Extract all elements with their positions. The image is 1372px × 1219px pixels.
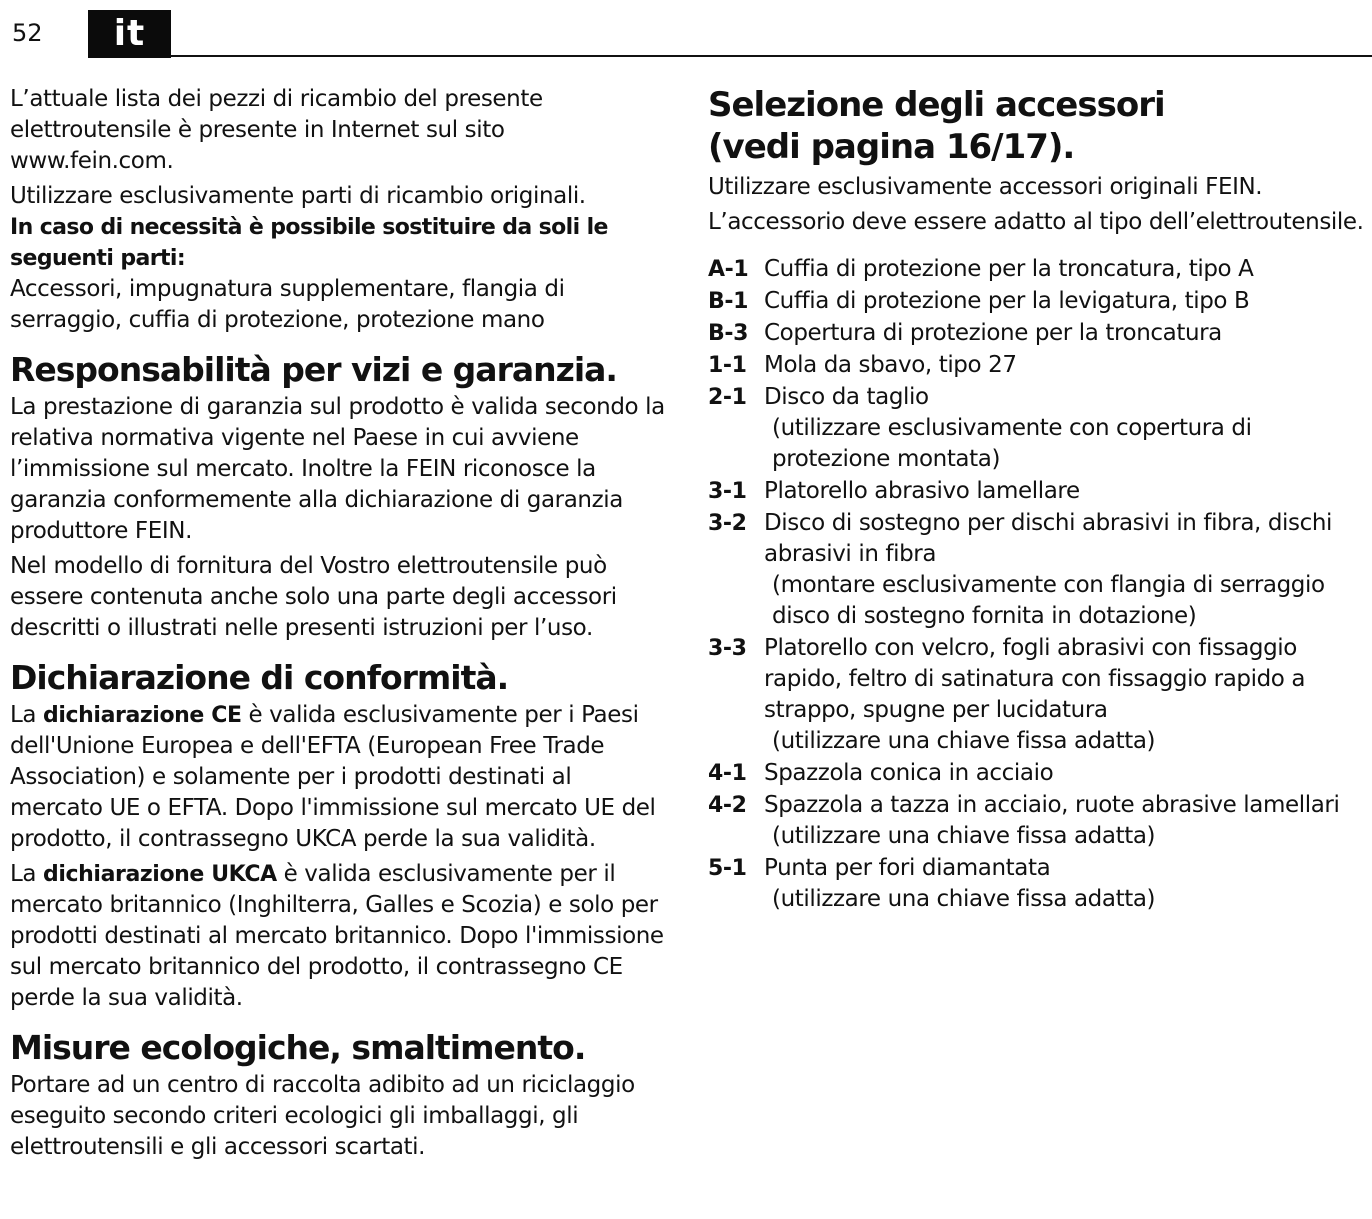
- disposal-paragraph: Portare ad un centro di raccolta adibito ad un riciclaggio eseguito secondo criteri ecologici gli imballaggi, gli elettroutensili e gli accessori scartati.: [10, 1072, 635, 1160]
- replaceable-parts-list: Accessori, impugnatura supplementare, flangia di serraggio, cuffia di protezione, protezione mano: [10, 276, 565, 333]
- list-item: [708, 350, 1368, 381]
- ukca-declaration-term: dichiarazione UKCA: [43, 862, 277, 887]
- accessories-heading-line-1: Selezione degli accessori: [708, 85, 1165, 125]
- accessory-description: Spazzola conica in acciaio: [764, 760, 1054, 786]
- list-item: [708, 318, 1368, 349]
- spare-parts-list-paragraph: L’attuale lista dei pezzi di ricambio del presente elettroutensile è presente in Internet sul sito www.fein.com.: [10, 86, 543, 174]
- accessory-description: Cuffia di protezione per la levigatura, tipo B: [764, 288, 1250, 314]
- warranty-paragraph-1: La prestazione di garanzia sul prodotto è valida secondo la relativa normativa vigente nel Paese in cui avviene l’immissione sul mercato. Inoltre la FEIN riconosce la garanzia conformemente alla dichiarazione di garanzia produttore FEIN.: [10, 394, 665, 544]
- accessory-code: 1-1: [708, 353, 747, 378]
- accessory-description: Mola da sbavo, tipo 27: [764, 352, 1017, 378]
- accessory-code: 3-1: [708, 479, 747, 504]
- accessories-heading: [708, 84, 1368, 168]
- ukca-declaration-text: è valida esclusivamente per il mercato britannico (Inghilterra, Galles e Scozia) e solo per prodotti destinati al mercato britannico. Dopo l'immissione sul mercato britannico del prodotto, il contrassegno CE perde la sua validità.: [10, 861, 664, 1011]
- accessory-code: 4-2: [708, 793, 747, 818]
- accessory-note: (montare esclusivamente con flangia di serraggio disco di sostegno fornita in dotazione): [772, 572, 1325, 629]
- accessory-code: B-3: [708, 321, 749, 346]
- conformity-section: [10, 658, 670, 1014]
- right-column: [708, 84, 1368, 916]
- list-item: [708, 254, 1368, 285]
- list-item: [708, 790, 1368, 852]
- list-item: [708, 286, 1368, 317]
- ukca-declaration-paragraph: [10, 859, 670, 1014]
- warranty-paragraph-2: Nel modello di fornitura del Vostro elettroutensile può essere contenuta anche solo una parte degli accessori descritti o illustrati nelle presenti istruzioni per l’uso.: [10, 553, 617, 641]
- accessory-note: (utilizzare una chiave fissa adatta): [772, 823, 1156, 849]
- list-item: [708, 633, 1368, 757]
- accessory-description: Copertura di protezione per la troncatura: [764, 320, 1222, 346]
- accessory-description: Disco di sostegno per dischi abrasivi in fibra, dischi abrasivi in fibra: [764, 510, 1333, 567]
- ce-declaration-text: è valida esclusivamente per i Paesi dell'Unione Europea e dell'EFTA (European Free Trade Association) e solamente per i prodotti destinati al mercato UE o EFTA. Dopo l'immissione sul mercato UE del prodotto, il contrassegno UKCA perde la sua validità.: [10, 702, 656, 852]
- ce-declaration-paragraph: [10, 700, 670, 855]
- accessory-code: 5-1: [708, 856, 747, 881]
- accessory-note: (utilizzare esclusivamente con copertura di protezione montata): [772, 415, 1252, 472]
- accessories-list: [708, 254, 1368, 915]
- list-item: [708, 758, 1368, 789]
- ce-declaration-term: dichiarazione CE: [43, 703, 242, 728]
- accessory-description: Punta per fori diamantata: [764, 855, 1051, 881]
- page-number: 52: [12, 19, 43, 47]
- accessories-compatibility-paragraph: L’accessorio deve essere adatto al tipo dell’elettroutensile.: [708, 209, 1364, 235]
- accessory-description: Platorello abrasivo lamellare: [764, 478, 1080, 504]
- environment-section: [10, 1028, 670, 1163]
- replaceable-parts-note: In caso di necessità è possibile sostituire da soli le seguenti parti:: [10, 215, 608, 271]
- environment-heading: Misure ecologiche, smaltimento.: [10, 1028, 586, 1067]
- header-rule: [170, 55, 1372, 57]
- accessory-description: Platorello con velcro, fogli abrasivi con fissaggio rapido, feltro di satinatura con fissaggio rapido a strappo, spugne per lucidatura: [764, 635, 1306, 723]
- accessory-description: Disco da taglio: [764, 384, 929, 410]
- accessory-code: 3-2: [708, 511, 747, 536]
- accessory-code: 4-1: [708, 761, 747, 786]
- conformity-heading: Dichiarazione di conformità.: [10, 658, 509, 697]
- accessories-heading-line-2: (vedi pagina 16/17).: [708, 127, 1075, 167]
- list-item: [708, 382, 1368, 475]
- accessory-note: (utilizzare una chiave fissa adatta): [772, 728, 1156, 754]
- accessory-description: Cuffia di protezione per la troncatura, tipo A: [764, 256, 1254, 282]
- accessory-code: B-1: [708, 289, 749, 314]
- left-column: [10, 84, 670, 1163]
- spare-parts-section: [10, 84, 670, 336]
- accessories-original-paragraph: Utilizzare esclusivamente accessori originali FEIN.: [708, 174, 1263, 200]
- ukca-prefix: La: [10, 861, 44, 887]
- list-item: [708, 508, 1368, 632]
- ce-prefix: La: [10, 702, 44, 728]
- original-parts-paragraph: Utilizzare esclusivamente parti di ricambio originali.: [10, 183, 586, 209]
- accessory-description: Spazzola a tazza in acciaio, ruote abrasive lamellari: [764, 792, 1340, 818]
- accessory-code: 3-3: [708, 636, 747, 661]
- warranty-section: [10, 350, 670, 644]
- accessory-code: A-1: [708, 257, 749, 282]
- warranty-heading: Responsabilità per vizi e garanzia.: [10, 350, 617, 389]
- accessory-code: 2-1: [708, 385, 747, 410]
- accessory-note: (utilizzare una chiave fissa adatta): [772, 886, 1156, 912]
- page-header: [0, 0, 1372, 60]
- language-badge: it: [88, 10, 171, 58]
- list-item: [708, 853, 1368, 915]
- list-item: [708, 476, 1368, 507]
